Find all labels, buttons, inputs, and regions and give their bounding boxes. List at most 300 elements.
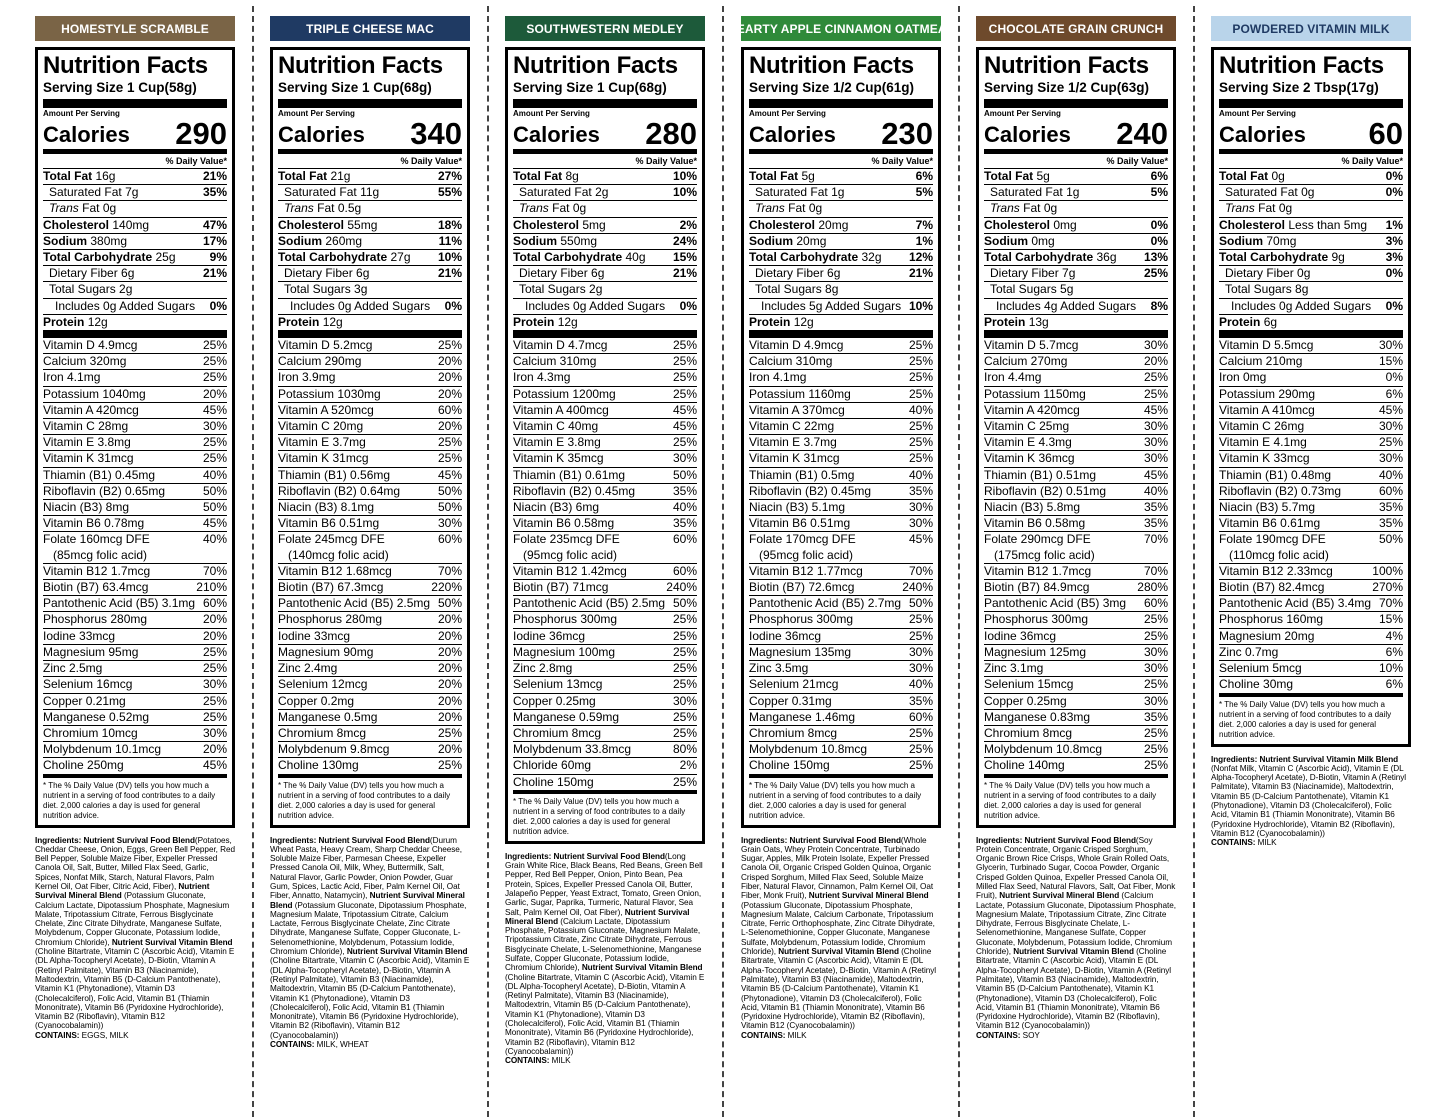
carb-row (1219, 250, 1403, 266)
micronutrient-label: Magnesium 95mg (43, 644, 139, 659)
micronutrient-label: Biotin (B7) 67.3mcg (278, 580, 384, 595)
satfat-row (984, 185, 1168, 201)
product-name-banner: HEARTY APPLE CINNAMON OATMEAL (741, 16, 941, 41)
chol-row (1219, 218, 1403, 234)
micronutrient-row (749, 548, 933, 564)
micronutrient-label: Thiamin (B1) 0.5mg (749, 467, 855, 482)
micronutrient-row (984, 629, 1168, 645)
micronutrient-row (984, 645, 1168, 661)
micronutrient-label: Phosphorus 280mg (278, 612, 383, 627)
micronutrient-row (984, 612, 1168, 628)
carb-amount: 9g (1331, 250, 1345, 265)
micronutrient-label: Vitamin C 25mg (984, 419, 1070, 434)
trans-fat-row (1219, 201, 1403, 217)
sugars-amount: 8g (825, 282, 839, 297)
micronutrient-dv: 30% (1378, 451, 1403, 466)
ingredients-body: (Long Grain White Rice, Black Beans, Red Beans, Green Bell Pepper, Red Bell Pepper, Onion, Pinto Bean, Pea Protein, Spices, Expeller Pressed Canola Oil, Butter, Jalapeño Pepper, Yeast Extract, Tomato, Green Onion, Garlic, Sugar, Paprika, Turmeric, Natural Flavor, Sea Salt, Palm Kernel Oil, Oat Fiber), (505, 851, 703, 917)
micronutrient-label: Niacin (B3) 5.7mg (1219, 500, 1316, 515)
micronutrient-dv: 6% (1385, 677, 1403, 692)
trans-fat-label-group (749, 201, 822, 216)
serving-size: Serving Size 1/2 Cup(63g) (984, 80, 1168, 108)
calories-value: 280 (645, 116, 697, 151)
micronutrient-label: Pantothenic Acid (B5) 2.5mg (278, 596, 431, 611)
micronutrient-label: Iron 4.4mg (984, 370, 1042, 385)
micronutrient-dv: 50% (437, 596, 462, 611)
micronutrient-dv: 40% (1143, 483, 1168, 498)
micronutrient-label: Vitamin K 36mcg (984, 451, 1075, 466)
sodium-dv: 3% (1385, 233, 1403, 248)
micronutrient-label: Chromium 10mcg (43, 725, 138, 740)
micronutrient-label: Calcium 310mg (513, 354, 597, 369)
micronutrient-dv: 25% (1143, 370, 1168, 385)
micronutrient-dv: 30% (437, 516, 462, 531)
chol-label-group (749, 218, 848, 233)
micronutrient-row (513, 612, 697, 628)
mineral-blend-lead: Nutrient Survival Mineral Blend (808, 891, 929, 901)
micronutrient-dv: 20% (437, 742, 462, 757)
micronutrient-dv: 25% (202, 354, 227, 369)
micronutrient-label: Calcium 210mg (1219, 354, 1303, 369)
micronutrient-row (278, 484, 462, 500)
daily-value-header: % Daily Value* (513, 154, 697, 169)
micronutrient-dv: 30% (202, 419, 227, 434)
micronutrient-row (1219, 516, 1403, 532)
sodium-amount: 20mg (796, 233, 827, 248)
micronutrient-row (278, 500, 462, 516)
micronutrient-row (278, 677, 462, 693)
micronutrient-label: Niacin (B3) 6mg (513, 500, 600, 515)
protein-label: Protein (984, 314, 1026, 329)
micronutrient-label: Magnesium 20mg (1219, 628, 1315, 643)
micronutrient-label: Vitamin B12 1.68mcg (278, 563, 392, 578)
micronutrient-row (749, 484, 933, 500)
vitamin-blend-lead: Nutrient Survival Vitamin Blend (581, 963, 703, 973)
micronutrient-row (1219, 677, 1403, 696)
micronutrient-dv: 45% (202, 402, 227, 417)
fat-row (278, 169, 462, 185)
chol-amount: Less than 5mg (1288, 217, 1368, 232)
micronutrient-dv: 25% (908, 758, 933, 773)
micronutrient-label: Biotin (B7) 72.6mcg (749, 580, 855, 595)
micronutrient-label: Vitamin E 3.8mg (513, 435, 601, 450)
micronutrient-dv: 60% (672, 563, 697, 578)
fat-label: Total Fat (278, 169, 328, 183)
sugars-amount: 2g (119, 282, 133, 297)
micronutrient-row (278, 370, 462, 386)
sodium-dv: 1% (915, 233, 933, 248)
micronutrient-dv: 25% (202, 661, 227, 676)
mineral-blend-body: (Calcium Lactate, Potassium Gluconate, Dipotassium Phosphate, Magnesium Malate, Tripotassium Citrate, Zinc Citrate Dihydrate, Ferrous Bisglycinate Chelate, L-Selenomethionine, Manganese Sulfate, Copper Gluconate, Molybdenum, Potassium Iodide, Chromium Chloride), (976, 891, 1176, 957)
trans-label: Trans (49, 201, 79, 216)
micronutrient-label: Vitamin C 22mg (749, 419, 835, 434)
micronutrient-row (513, 661, 697, 677)
fat-label: Total Fat (984, 169, 1034, 183)
amount-per-serving: Amount Per Serving (1219, 109, 1296, 118)
chol-dv: 0% (1150, 217, 1168, 232)
carb-amount: 25g (155, 250, 176, 265)
contains-lead: CONTAINS: (270, 1040, 315, 1050)
contains-lead: CONTAINS: (35, 1030, 80, 1040)
micronutrient-row (749, 451, 933, 467)
protein-row (1219, 315, 1403, 338)
satfat-dv: 5% (915, 185, 933, 200)
carb-dv: 10% (437, 250, 462, 265)
micronutrient-dv: 35% (1378, 516, 1403, 531)
fiber-row (984, 266, 1168, 282)
trans-fat-row (278, 201, 462, 217)
micronutrient-dv: 25% (202, 709, 227, 724)
fat-dv: 6% (1150, 169, 1168, 183)
fat-row (43, 169, 227, 185)
micronutrient-row (43, 758, 227, 777)
micronutrient-dv: 25% (908, 451, 933, 466)
micronutrient-row (278, 451, 462, 467)
protein-amount: 12g (793, 314, 814, 329)
ingredients-body: (Nonfat Milk, Vitamin C (Ascorbic Acid), Vitamin E (DL Alpha-Tocopheryl Acetate), D-Biotin, Vitamin A (Retinyl Palmitate), Vitamin B3 (Niacinamide), Maltodextrin, Vitamin B5 (D-Calcium Pantothenate), Vitamin K1 (Phytonadione), Vitamin D3 (Cholecalciferol), Folic Acid, Vitamin B1 (Thiamin Mononitrate), Vitamin B6 (Pyridoxine Hydrochloride), Vitamin B2 (Riboflavin), Vitamin B12 (Cyanocobalamin)) (1211, 763, 1407, 838)
micronutrient-dv: 30% (672, 693, 697, 708)
micronutrient-dv: 45% (672, 419, 697, 434)
protein-amount: 6g (1263, 314, 1278, 329)
micronutrient-row (513, 516, 697, 532)
added-amount: 4g (1044, 298, 1058, 313)
mineral-blend-body: (Potassium Gluconate, Calcium Lactate, Dipotassium Phosphate, Magnesium Malate, Tripotassium Citrate, Ferrous Bisglycinate Chelate, Zinc Citrate Dihydrate, Manganese Sulfate, Molybdenum, Copper Gluconate, Potassium Iodide, Chromium Chloride), (35, 891, 230, 947)
micronutrient-label: Niacin (B3) 8mg (43, 500, 130, 515)
micronutrient-row (513, 758, 697, 774)
micronutrient-row (984, 484, 1168, 500)
satfat-label: Saturated Fat (990, 185, 1063, 200)
micronutrient-row (513, 451, 697, 467)
micronutrient-dv: 25% (908, 386, 933, 401)
satfat-label-group (278, 185, 379, 200)
micronutrient-label: (85mcg folic acid) (53, 547, 148, 562)
micronutrient-dv: 25% (908, 419, 933, 434)
satfat-row (749, 185, 933, 201)
micronutrient-row (43, 612, 227, 628)
micronutrient-dv: 30% (202, 725, 227, 740)
carb-amount: 36g (1096, 250, 1117, 265)
chol-dv: 18% (437, 217, 462, 232)
micronutrient-dv: 30% (1378, 338, 1403, 353)
micronutrient-label: (95mcg folic acid) (523, 547, 618, 562)
ingredients-body: (Durum Wheat Pasta, Heavy Cream, Sharp Cheddar Cheese, Soluble Maize Fiber, Parmesan Cheese, Expeller Pressed Canola Oil, Milk, Whey, Buttermilk, Salt, Natural Flavor, Garlic Powder, Onion Powder, Guar Gum, Spices, Lactic Acid, Fiber, Palm Kernel Oil, Oat Fiber, Annatto, Natamycin), (270, 835, 462, 901)
micronutrient-label: Vitamin B12 1.7mcg (43, 563, 151, 578)
micronutrient-label: Vitamin C 28mg (43, 419, 129, 434)
micronutrient-dv: 45% (1143, 467, 1168, 482)
micronutrient-label: Pantothenic Acid (B5) 3mg (984, 596, 1127, 611)
micronutrient-dv: 60% (1143, 596, 1168, 611)
micronutrient-row (513, 742, 697, 758)
contains-lead: CONTAINS: (976, 1030, 1021, 1040)
calories-value: 60 (1368, 116, 1403, 151)
micronutrient-row (278, 548, 462, 564)
micronutrient-dv: 25% (202, 338, 227, 353)
micronutrient-row (513, 564, 697, 580)
sugars-amount: 3g (354, 282, 368, 297)
satfat-row (1219, 185, 1403, 201)
micronutrient-row (513, 532, 697, 547)
trans-fat-amount: 0g (1043, 201, 1058, 216)
micronutrient-label: Vitamin A 410mcg (1219, 402, 1315, 417)
fat-amount: 8g (565, 169, 579, 183)
chol-dv: 7% (915, 217, 933, 232)
sugars-row (984, 282, 1168, 298)
micronutrient-row (1219, 484, 1403, 500)
micronutrient-dv: 20% (437, 419, 462, 434)
micronutrient-label: Chromium 8mcg (984, 725, 1073, 740)
carb-label: Total Carbohydrate (984, 250, 1094, 265)
sugars-label-group (749, 282, 838, 297)
micronutrient-label: Zinc 0.7mg (1219, 644, 1279, 659)
micronutrient-label: Manganese 0.5mg (278, 709, 378, 724)
product-column (1211, 16, 1411, 847)
carb-row (984, 250, 1168, 266)
added-suffix: Added Sugars (1292, 298, 1372, 313)
micronutrient-dv: 30% (1378, 419, 1403, 434)
micronutrient-row (513, 548, 697, 564)
micronutrient-label: (175mcg folic acid) (994, 547, 1095, 562)
added-sugars-label-group (278, 299, 430, 314)
product-name-banner: POWDERED VITAMIN MILK (1211, 16, 1411, 41)
micronutrient-dv: 60% (672, 532, 697, 547)
sugars-amount: 5g (1060, 282, 1074, 297)
satfat-label: Saturated Fat (755, 185, 828, 200)
fiber-label: Dietary Fiber (284, 266, 353, 281)
micronutrient-row (43, 484, 227, 500)
added-sugars-row (984, 299, 1168, 315)
sodium-dv: 11% (438, 233, 462, 248)
micronutrient-row (749, 532, 933, 547)
sodium-label-group (1219, 234, 1296, 249)
micronutrient-label: Manganese 1.46mg (749, 709, 856, 724)
micronutrient-row (43, 370, 227, 386)
micronutrient-label: Selenium 15mcg (984, 677, 1074, 692)
satfat-amount: 7g (125, 185, 139, 200)
nutrition-facts-title: Nutrition Facts (1219, 52, 1384, 79)
vitamin-blend-lead: Nutrient Survival Vitamin Blend (111, 937, 233, 947)
micronutrient-row (984, 677, 1168, 693)
sugars-label: Total Sugars (755, 282, 822, 297)
micronutrient-label: Zinc 3.5mg (749, 661, 809, 676)
carb-label: Total Carbohydrate (513, 250, 623, 265)
fiber-amount: 6g (356, 266, 370, 281)
micronutrient-label: Vitamin A 420mcg (984, 402, 1080, 417)
micronutrient-row (513, 645, 697, 661)
micronutrient-label: Vitamin D 5.5mcg (1219, 338, 1314, 353)
micronutrient-dv: 25% (672, 386, 697, 401)
cut-line-divider (487, 6, 489, 1117)
micronutrient-label: Folate 170mcg DFE (749, 532, 856, 547)
micronutrient-row (1219, 532, 1403, 547)
added-dv: 0% (679, 298, 697, 313)
carb-row (749, 250, 933, 266)
carb-label-group (984, 250, 1117, 265)
contains-lead: CONTAINS: (505, 1056, 550, 1066)
sodium-label-group (278, 234, 362, 249)
micronutrient-label: Folate 235mcg DFE (513, 532, 620, 547)
added-prefix: Includes (996, 298, 1045, 313)
micronutrient-row (43, 677, 227, 693)
micronutrient-label: Potassium 290mg (1219, 386, 1316, 401)
fiber-label-group (1219, 266, 1310, 281)
fat-label: Total Fat (749, 169, 799, 183)
micronutrient-row (749, 403, 933, 419)
sugars-row (749, 282, 933, 298)
carb-label-group (43, 250, 176, 265)
calories-label: Calories (749, 122, 836, 147)
micronutrient-dv: 25% (908, 338, 933, 353)
micronutrient-row (1219, 612, 1403, 628)
fiber-label: Dietary Fiber (1225, 266, 1294, 281)
micronutrient-row (513, 726, 697, 742)
sodium-dv: 24% (672, 233, 697, 248)
micronutrient-label: Copper 0.2mg (278, 693, 355, 708)
micronutrient-row (43, 468, 227, 484)
micronutrient-label: Vitamin B12 1.7mcg (984, 563, 1092, 578)
micronutrient-row (43, 580, 227, 596)
satfat-label: Saturated Fat (1225, 185, 1298, 200)
micronutrient-row (43, 500, 227, 516)
micronutrient-label: Magnesium 90mg (278, 644, 374, 659)
micronutrient-dv: 25% (437, 725, 462, 740)
micronutrient-label: Vitamin B12 1.77mcg (749, 563, 863, 578)
micronutrient-row (1219, 387, 1403, 403)
calories-row (278, 116, 462, 154)
micronutrient-label: Riboflavin (B2) 0.73mg (1219, 483, 1342, 498)
micronutrient-row (1219, 500, 1403, 516)
micronutrient-label: Magnesium 125mg (984, 644, 1087, 659)
micronutrient-label: Vitamin A 520mcg (278, 402, 374, 417)
calories-row (1219, 116, 1403, 154)
nutrition-facts-label (270, 47, 470, 828)
micronutrient-dv: 50% (202, 500, 227, 515)
micronutrient-row (278, 596, 462, 612)
sugars-label: Total Sugars (519, 282, 586, 297)
micronutrient-dv: 40% (202, 467, 227, 482)
calories-value: 340 (410, 116, 462, 151)
fiber-label-group (43, 266, 134, 281)
satfat-label-group (1219, 185, 1314, 200)
micronutrient-dv: 30% (1143, 693, 1168, 708)
fat-amount: 21g (330, 169, 351, 183)
sugars-label-group (513, 282, 602, 297)
micronutrient-dv: 35% (908, 693, 933, 708)
allergens: EGGS, MILK (79, 1030, 129, 1040)
added-prefix: Includes (55, 298, 104, 313)
micronutrient-row (749, 435, 933, 451)
micronutrient-dv: 50% (672, 467, 697, 482)
micronutrient-label: Vitamin B12 1.42mcg (513, 563, 627, 578)
micronutrient-label: Calcium 310mg (749, 354, 833, 369)
protein-label: Protein (278, 314, 320, 329)
micronutrient-row (1219, 629, 1403, 645)
allergens: MILK (1255, 838, 1277, 848)
micronutrient-label: Folate 190mcg DFE (1219, 532, 1326, 547)
micronutrient-row (749, 370, 933, 386)
chol-amount: 0mg (1053, 217, 1077, 232)
micronutrient-dv: 20% (437, 709, 462, 724)
micronutrient-label: Riboflavin (B2) 0.51mg (984, 483, 1107, 498)
micronutrient-dv: 45% (437, 467, 462, 482)
carb-row (278, 250, 462, 266)
micronutrient-dv: 45% (1378, 402, 1403, 417)
allergens: MILK (549, 1056, 571, 1066)
micronutrient-dv: 40% (908, 677, 933, 692)
fat-label-group (984, 169, 1050, 184)
micronutrient-label: Vitamin K 31mcg (43, 451, 134, 466)
daily-value-footnote: * The % Daily Value (DV) tells you how much a nutrient in a serving of food contributes to a daily diet. 2,000 calories a day is used for general nutrition advice. (749, 780, 922, 820)
protein-label: Protein (43, 314, 85, 329)
micronutrient-row (749, 758, 933, 777)
calories-label: Calories (43, 122, 130, 147)
micronutrient-dv: 20% (437, 370, 462, 385)
fat-label-group (43, 169, 115, 184)
micronutrient-label: Vitamin K 31mcg (278, 451, 369, 466)
chol-row (513, 218, 697, 234)
micronutrient-dv: 25% (202, 451, 227, 466)
micronutrient-label: Vitamin K 33mcg (1219, 451, 1310, 466)
micronutrient-label: (110mcg folic acid) (1229, 547, 1329, 562)
fiber-amount: 0g (1297, 266, 1311, 281)
trans-fat-row (43, 201, 227, 217)
added-amount: 0g (573, 298, 587, 313)
micronutrient-label: Iodine 33mcg (43, 628, 116, 643)
added-suffix: Added Sugars (586, 298, 666, 313)
fiber-row (43, 266, 227, 282)
micronutrient-label: Folate 245mcg DFE (278, 532, 385, 547)
micronutrient-dv: 30% (1143, 419, 1168, 434)
micronutrient-label: Copper 0.25mg (984, 693, 1067, 708)
carb-label: Total Carbohydrate (43, 250, 153, 265)
micronutrient-dv: 25% (672, 354, 697, 369)
micronutrient-dv: 25% (1143, 725, 1168, 740)
fiber-amount: 6g (591, 266, 605, 281)
micronutrient-row (984, 516, 1168, 532)
micronutrient-label: Vitamin D 4.9mcg (749, 338, 844, 353)
micronutrient-label: Vitamin B6 0.58mg (984, 516, 1086, 531)
fiber-dv: 25% (1143, 266, 1168, 281)
sugars-label: Total Sugars (284, 282, 351, 297)
micronutrient-row (749, 596, 933, 612)
trans-fat-row (749, 201, 933, 217)
micronutrient-label: Zinc 2.5mg (43, 661, 103, 676)
micronutrient-dv: 50% (437, 483, 462, 498)
micronutrient-row (43, 629, 227, 645)
fiber-row (1219, 266, 1403, 282)
serving-size: Serving Size 1 Cup(68g) (513, 80, 697, 108)
micronutrient-label: Molybdenum 10.8mcg (984, 742, 1103, 757)
micronutrient-row (513, 338, 697, 354)
daily-value-footnote: * The % Daily Value (DV) tells you how much a nutrient in a serving of food contributes to a daily diet. 2,000 calories a day is used for general nutrition advice. (984, 780, 1157, 820)
micronutrient-label: Biotin (B7) 71mcg (513, 580, 609, 595)
nutrition-facts-title: Nutrition Facts (278, 52, 443, 79)
micronutrient-row (43, 548, 227, 564)
micronutrient-dv: 25% (672, 677, 697, 692)
fiber-label: Dietary Fiber (519, 266, 588, 281)
micronutrient-label: Vitamin A 400mcg (513, 402, 609, 417)
micronutrient-label: Molybdenum 33.8mcg (513, 742, 632, 757)
ingredients-text (35, 836, 235, 1041)
micronutrient-row (984, 532, 1168, 547)
micronutrient-dv: 20% (437, 354, 462, 369)
contains-lead: CONTAINS: (741, 1030, 786, 1040)
micronutrient-row (278, 612, 462, 628)
chol-label: Cholesterol (1219, 217, 1286, 232)
micronutrient-label: Pantothenic Acid (B5) 3.4mg (1219, 596, 1372, 611)
nutrition-facts-title: Nutrition Facts (43, 52, 208, 79)
trans-fat-label-group (278, 201, 361, 216)
micronutrient-row (513, 775, 697, 794)
micronutrient-dv: 80% (672, 742, 697, 757)
